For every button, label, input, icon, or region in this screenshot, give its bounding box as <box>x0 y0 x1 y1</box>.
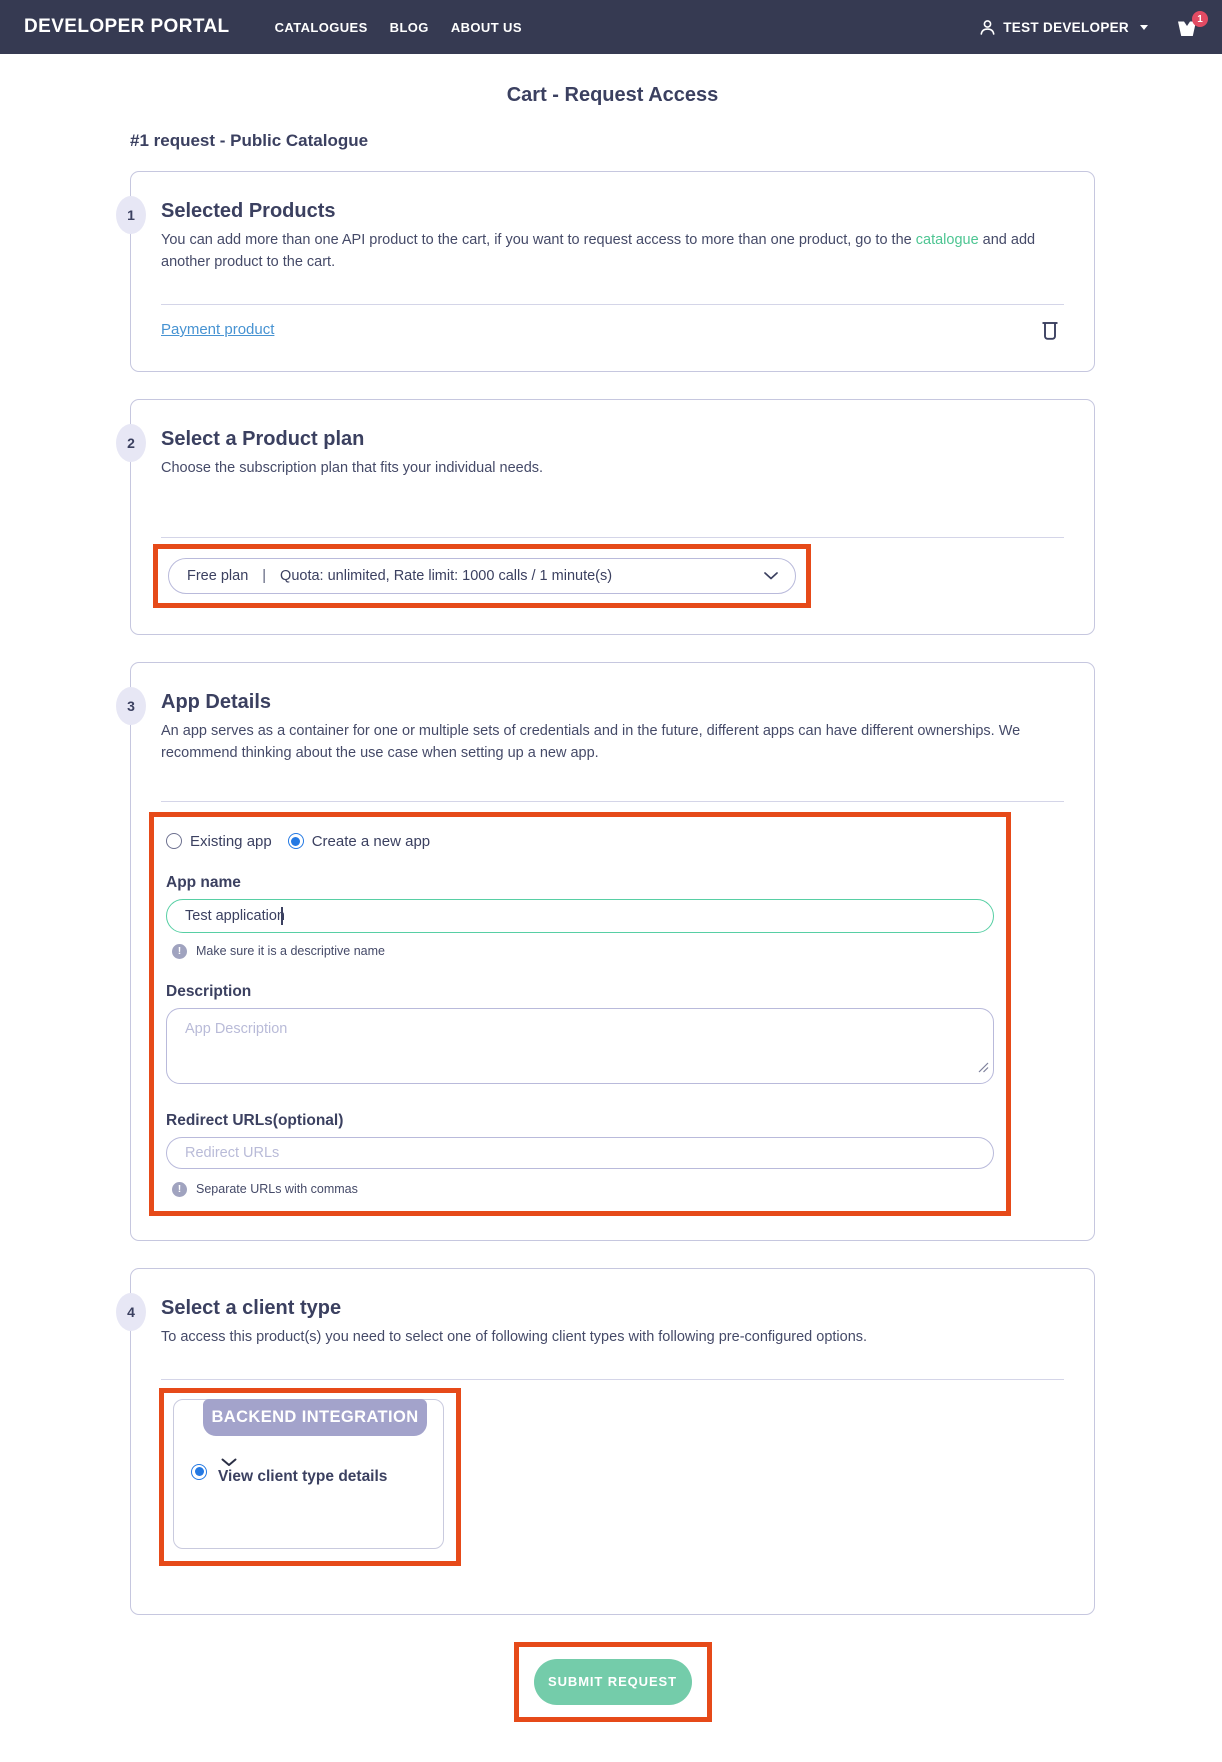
user-name: TEST DEVELOPER <box>1003 19 1129 35</box>
client-type-radio[interactable] <box>191 1464 207 1480</box>
create-new-app-label[interactable]: Create a new app <box>311 832 431 850</box>
divider <box>161 1379 1064 1380</box>
plan-details: Quota: unlimited, Rate limit: 1000 calls / 1 minute(s) <box>280 568 613 585</box>
cart-count-badge: 1 <box>1192 11 1208 27</box>
description-label: Description <box>166 982 252 1000</box>
client-details-toggle[interactable] <box>218 1458 387 1486</box>
product-plan-title: Select a Product plan <box>161 427 365 450</box>
app-details-card <box>127 662 1095 1241</box>
step-badge-3: 3 <box>116 687 146 725</box>
divider <box>161 537 1064 538</box>
new-app-option <box>288 833 430 850</box>
redirect-urls-input[interactable] <box>166 1137 994 1169</box>
divider <box>161 304 1064 305</box>
top-navbar <box>0 0 1222 54</box>
selected-products-card <box>127 171 1095 372</box>
description-text-after: and add another product to the cart. <box>161 232 1036 270</box>
caret-down-icon <box>1140 25 1148 30</box>
main-nav <box>275 20 522 35</box>
cart-request-page <box>127 84 1095 1722</box>
page-title: Cart - Request Access <box>506 84 719 106</box>
app-name-hint-text: Make sure it is a descriptive name <box>196 944 385 959</box>
user-menu-button[interactable] <box>979 19 1148 36</box>
app-details-subtitle: An app serves as a container for one or multiple sets of credentials and in the future, different apps can have different ownerships. We recommend thinking about the use case when setting up a new app. <box>161 723 1021 761</box>
redirect-urls-hint-text: Separate URLs with commas <box>196 1182 358 1197</box>
backend-integration-card[interactable] <box>173 1399 444 1549</box>
app-details-title: App Details <box>161 691 272 714</box>
product-link[interactable]: Payment product <box>161 321 275 338</box>
client-type-card-section <box>127 1268 1095 1615</box>
client-type-name: BACKEND INTEGRATION <box>203 1399 427 1436</box>
chevron-down-icon <box>764 572 778 580</box>
person-icon <box>979 19 996 36</box>
info-icon: ! <box>172 1182 187 1197</box>
navbar-right <box>979 15 1208 39</box>
app-name-label: App name <box>166 873 241 891</box>
redirect-urls-input-wrap <box>166 1137 994 1169</box>
redirect-urls-label: Redirect URLs(optional) <box>166 1111 344 1129</box>
app-mode-radio-group <box>166 829 994 850</box>
step-badge-2: 2 <box>116 424 146 462</box>
annotation-box-app-form <box>149 812 1011 1216</box>
selected-products-description <box>161 230 1064 274</box>
description-input-wrap <box>166 1008 994 1084</box>
description-text: You can add more than one API product to the cart, if you want to request access to more than one product, go to the <box>161 232 916 248</box>
app-name-input[interactable] <box>166 899 994 933</box>
submit-request-button[interactable]: SUBMIT REQUEST <box>534 1659 692 1705</box>
request-heading: #1 request - Public Catalogue <box>130 131 369 150</box>
cart-button[interactable] <box>1174 13 1203 39</box>
product-plan-card <box>127 399 1095 636</box>
client-type-subtitle: To access this product(s) you need to select one of following client types with following pre-configured options. <box>161 1328 868 1345</box>
brand-logo[interactable]: DEVELOPER PORTAL <box>24 16 230 37</box>
redirect-urls-hint-row <box>172 1182 994 1197</box>
app-name-hint-row <box>172 944 994 959</box>
annotation-box-client-type <box>159 1388 461 1566</box>
remove-product-button[interactable] <box>1036 319 1064 341</box>
existing-app-label[interactable]: Existing app <box>190 832 272 850</box>
app-description-textarea[interactable] <box>166 1008 994 1084</box>
product-plan-subtitle: Choose the subscription plan that fits your individual needs. <box>161 459 544 476</box>
selected-products-title: Selected Products <box>161 200 336 222</box>
create-new-app-radio[interactable] <box>288 833 304 849</box>
text-cursor <box>281 907 283 925</box>
annotation-box-plan-select <box>153 544 811 608</box>
client-type-title: Select a client type <box>161 1296 342 1319</box>
nav-link-about-us[interactable]: ABOUT US <box>450 19 522 35</box>
nav-link-blog[interactable]: BLOG <box>389 19 429 35</box>
client-details-toggle-label: View client type details <box>218 1467 388 1485</box>
cart-product-row <box>161 319 1064 347</box>
annotation-box-submit <box>514 1642 712 1722</box>
existing-app-radio[interactable] <box>166 833 182 849</box>
plan-select-dropdown[interactable] <box>168 558 796 594</box>
app-name-input-wrap <box>166 899 994 933</box>
plan-name: Free plan <box>187 568 249 585</box>
trash-icon <box>1040 319 1060 341</box>
info-icon: ! <box>172 944 187 959</box>
nav-link-catalogues[interactable]: CATALOGUES <box>274 19 368 35</box>
chevron-down-icon <box>221 1458 237 1467</box>
plan-separator: | <box>262 568 267 585</box>
divider <box>161 801 1064 802</box>
catalogue-link[interactable]: catalogue <box>915 232 979 248</box>
step-badge-4: 4 <box>116 1293 146 1331</box>
step-badge-1: 1 <box>116 196 146 234</box>
